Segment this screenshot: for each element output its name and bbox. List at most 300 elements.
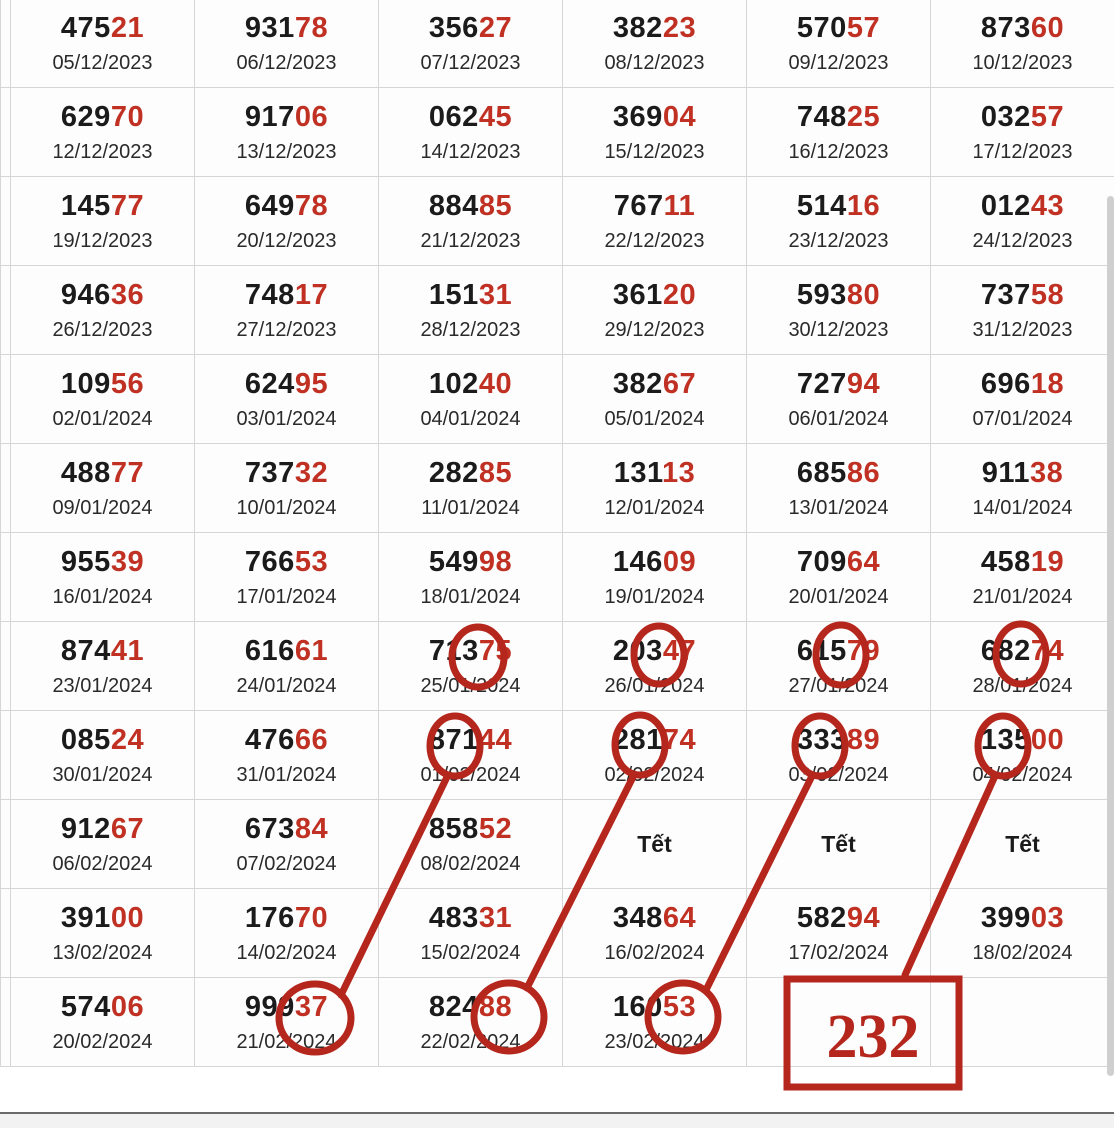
result-date: 19/01/2024: [563, 584, 746, 611]
result-cell[interactable]: [931, 266, 1114, 355]
result-number-head: 012: [981, 190, 1031, 222]
result-number-tail: 58: [1031, 279, 1064, 311]
result-number-head: 570: [797, 12, 847, 44]
result-date: 31/12/2023: [931, 317, 1114, 344]
result-number-head: 917: [245, 101, 295, 133]
result-number-tail: 11: [664, 190, 696, 222]
result-cell[interactable]: [379, 355, 563, 444]
result-number-tail: 18: [1031, 368, 1064, 400]
result-number: [931, 458, 1114, 490]
result-number: [379, 280, 562, 312]
result-number-head: 348: [613, 902, 663, 934]
table-row: [1, 711, 1114, 800]
result-date: 17/02/2024: [747, 940, 930, 967]
result-date: 21/12/2023: [379, 228, 562, 255]
result-number-head: 682: [981, 635, 1031, 667]
table-row: [1, 444, 1114, 533]
result-cell[interactable]: [195, 266, 379, 355]
result-cell[interactable]: [11, 622, 195, 711]
result-date: 22/02/2024: [379, 1029, 562, 1056]
result-cell[interactable]: [747, 444, 931, 533]
table-row: [1, 266, 1114, 355]
result-number: [195, 191, 378, 223]
result-number-tail: 57: [1031, 101, 1064, 133]
result-date: 05/12/2023: [11, 50, 194, 77]
result-number-head: 727: [797, 368, 847, 400]
result-number: [747, 725, 930, 757]
table-row: [1, 800, 1114, 889]
result-number: [379, 992, 562, 1024]
result-date: 21/01/2024: [931, 584, 1114, 611]
result-number-head: 593: [797, 279, 847, 311]
result-number: [195, 903, 378, 935]
table-row: [1, 177, 1114, 266]
result-number: [11, 636, 194, 668]
result-number-head: 109: [61, 368, 111, 400]
result-cell[interactable]: [931, 444, 1114, 533]
result-number: [931, 102, 1114, 134]
result-date: 21/02/2024: [195, 1029, 378, 1056]
result-cell[interactable]: [747, 0, 931, 88]
result-number: [195, 992, 378, 1024]
table-row: [1, 0, 1114, 88]
result-cell[interactable]: [563, 266, 747, 355]
result-date: 22/12/2023: [563, 228, 746, 255]
result-cell[interactable]: [379, 711, 563, 800]
result-number-tail: 74: [1031, 635, 1064, 667]
result-number: [563, 191, 746, 223]
row-gutter: [1, 889, 11, 978]
result-number: [747, 191, 930, 223]
result-number-tail: 06: [111, 991, 144, 1023]
result-date: 12/01/2024: [563, 495, 746, 522]
result-number-tail: 78: [295, 12, 328, 44]
result-number-tail: 60: [1031, 12, 1064, 44]
result-date: 23/02/2024: [563, 1029, 746, 1056]
result-cell[interactable]: [563, 711, 747, 800]
result-cell[interactable]: [563, 978, 747, 1067]
result-number-tail: 25: [847, 101, 880, 133]
result-cell[interactable]: [379, 533, 563, 622]
result-cell[interactable]: [195, 622, 379, 711]
result-number-tail: 36: [111, 279, 144, 311]
result-number-tail: 67: [111, 813, 144, 845]
result-number-head: 574: [61, 991, 111, 1023]
result-date: 06/02/2024: [11, 851, 194, 878]
result-number: [931, 369, 1114, 401]
result-date: 05/01/2024: [563, 406, 746, 433]
result-cell[interactable]: [379, 889, 563, 978]
result-number-tail: 79: [847, 635, 880, 667]
result-number: [195, 458, 378, 490]
result-number-head: 748: [245, 279, 295, 311]
row-gutter: [1, 177, 11, 266]
result-number-tail: 64: [847, 546, 880, 578]
result-date: 16/02/2024: [563, 940, 746, 967]
result-number-head: 458: [981, 546, 1031, 578]
result-cell[interactable]: [195, 355, 379, 444]
result-number: [931, 13, 1114, 45]
result-number-head: 911: [982, 457, 1030, 489]
result-number: [563, 725, 746, 757]
result-cell[interactable]: [195, 711, 379, 800]
result-number-head: 549: [429, 546, 479, 578]
results-table-body: [1, 0, 1114, 1067]
result-number-head: 062: [429, 101, 479, 133]
result-cell[interactable]: [11, 0, 195, 88]
result-cell[interactable]: [931, 177, 1114, 266]
table-row: [1, 533, 1114, 622]
result-date: 10/01/2024: [195, 495, 378, 522]
result-number: [195, 725, 378, 757]
result-cell[interactable]: [11, 800, 195, 889]
result-number-head: 146: [613, 546, 663, 578]
result-cell[interactable]: [195, 800, 379, 889]
result-date: 03/01/2024: [195, 406, 378, 433]
result-date: 18/01/2024: [379, 584, 562, 611]
result-date: 20/01/2024: [747, 584, 930, 611]
result-cell[interactable]: [195, 978, 379, 1067]
result-number: [11, 13, 194, 45]
result-number: [379, 458, 562, 490]
result-cell[interactable]: [11, 266, 195, 355]
result-number: [195, 13, 378, 45]
result-number-head: 931: [245, 12, 295, 44]
result-number: [195, 280, 378, 312]
result-number-tail: 84: [295, 813, 328, 845]
result-number: [11, 458, 194, 490]
result-number-tail: 53: [295, 546, 328, 578]
row-gutter: [1, 88, 11, 177]
result-cell[interactable]: [563, 889, 747, 978]
result-cell[interactable]: [931, 889, 1114, 978]
result-number-tail: 24: [111, 724, 144, 756]
result-number-head: 871: [429, 724, 479, 756]
result-number-head: 858: [429, 813, 479, 845]
result-number-head: 615: [797, 635, 847, 667]
result-date: 07/01/2024: [931, 406, 1114, 433]
result-date: 14/02/2024: [195, 940, 378, 967]
result-cell[interactable]: [195, 444, 379, 533]
result-cell[interactable]: [11, 177, 195, 266]
result-cell[interactable]: [379, 444, 563, 533]
result-number-tail: 77: [111, 457, 144, 489]
result-cell[interactable]: [563, 444, 747, 533]
result-number-tail: 52: [479, 813, 512, 845]
result-number-tail: 17: [295, 279, 328, 311]
result-cell[interactable]: [931, 88, 1114, 177]
result-cell[interactable]: [379, 266, 563, 355]
result-number-head: 131: [614, 457, 662, 489]
table-row: [1, 978, 1114, 1067]
result-date: 13/01/2024: [747, 495, 930, 522]
result-number-head: 616: [245, 635, 295, 667]
result-number-tail: 44: [479, 724, 512, 756]
result-cell[interactable]: [931, 533, 1114, 622]
result-cell[interactable]: [747, 88, 931, 177]
result-cell[interactable]: [195, 533, 379, 622]
result-cell[interactable]: [195, 177, 379, 266]
result-number-head: 382: [613, 12, 663, 44]
result-number-tail: 04: [663, 101, 696, 133]
result-number: [379, 191, 562, 223]
result-number-head: 514: [797, 190, 847, 222]
result-cell[interactable]: [931, 978, 1114, 1067]
result-number-tail: 31: [479, 279, 512, 311]
result-number-head: 135: [981, 724, 1031, 756]
result-cell[interactable]: [563, 177, 747, 266]
result-number-head: 483: [429, 902, 479, 934]
result-number: [931, 547, 1114, 579]
result-cell[interactable]: [195, 889, 379, 978]
result-number: [195, 369, 378, 401]
result-number: [747, 458, 930, 490]
result-number: [747, 547, 930, 579]
result-date: 18/02/2024: [931, 940, 1114, 967]
result-number-head: 737: [245, 457, 295, 489]
result-date: 14/01/2024: [931, 495, 1114, 522]
result-cell[interactable]: [11, 889, 195, 978]
result-cell[interactable]: [11, 978, 195, 1067]
result-number: [563, 369, 746, 401]
result-number-head: 488: [61, 457, 111, 489]
result-number-tail: 06: [295, 101, 328, 133]
result-number-tail: 31: [479, 902, 512, 934]
result-date: 27/12/2023: [195, 317, 378, 344]
result-number: [747, 280, 930, 312]
result-number-tail: 98: [479, 546, 512, 578]
result-number-tail: 41: [111, 635, 144, 667]
result-date: 03/02/2024: [747, 762, 930, 789]
result-number-tail: 78: [295, 190, 328, 222]
result-number-head: 399: [981, 902, 1031, 934]
row-gutter: [1, 444, 11, 533]
result-number-head: 946: [61, 279, 111, 311]
result-number-head: 476: [245, 724, 295, 756]
tet-label: Tết: [931, 831, 1114, 858]
result-number-tail: 85: [479, 190, 512, 222]
row-gutter: [1, 0, 11, 88]
annotation-number: 232: [827, 1003, 920, 1071]
result-number-tail: 16: [847, 190, 880, 222]
result-number: [563, 903, 746, 935]
result-cell[interactable]: [11, 444, 195, 533]
result-date: 01/02/2024: [379, 762, 562, 789]
result-cell[interactable]: [931, 711, 1114, 800]
result-cell[interactable]: [11, 711, 195, 800]
result-date: 23/01/2024: [11, 673, 194, 700]
result-number-tail: 38: [1030, 457, 1063, 489]
result-number-tail: 95: [295, 368, 328, 400]
result-number-tail: 56: [111, 368, 144, 400]
result-cell[interactable]: [379, 0, 563, 88]
result-number: [195, 636, 378, 668]
result-date: 28/01/2024: [931, 673, 1114, 700]
result-cell[interactable]: [563, 800, 747, 889]
result-number-head: 999: [245, 991, 295, 1023]
result-number: [747, 369, 930, 401]
row-gutter: [1, 533, 11, 622]
result-cell[interactable]: [931, 800, 1114, 889]
row-gutter: [1, 800, 11, 889]
result-date: 25/01/2024: [379, 673, 562, 700]
result-number-head: 475: [61, 12, 111, 44]
result-number: [11, 903, 194, 935]
result-date: 31/01/2024: [195, 762, 378, 789]
result-cell[interactable]: [747, 800, 931, 889]
result-number-head: 085: [61, 724, 111, 756]
result-number: [379, 13, 562, 45]
result-cell[interactable]: [563, 88, 747, 177]
result-date: 06/12/2023: [195, 50, 378, 77]
result-number-tail: 75: [479, 635, 512, 667]
result-number-head: 361: [613, 279, 663, 311]
result-cell[interactable]: [747, 889, 931, 978]
result-cell[interactable]: [747, 978, 931, 1067]
result-cell[interactable]: [563, 533, 747, 622]
result-number-head: 709: [797, 546, 847, 578]
result-number-head: 176: [245, 902, 295, 934]
result-number-head: 766: [245, 546, 295, 578]
result-number-head: 333: [797, 724, 847, 756]
result-number: [379, 725, 562, 757]
result-number-head: 748: [797, 101, 847, 133]
result-number: [379, 636, 562, 668]
result-number-tail: 94: [847, 902, 880, 934]
result-number: [11, 814, 194, 846]
result-number: [747, 13, 930, 45]
row-gutter: [1, 978, 11, 1067]
result-cell[interactable]: [563, 622, 747, 711]
result-cell[interactable]: [379, 978, 563, 1067]
result-date: 08/02/2024: [379, 851, 562, 878]
result-number: [379, 102, 562, 134]
result-number: [11, 102, 194, 134]
result-cell[interactable]: [931, 355, 1114, 444]
result-number-tail: 66: [295, 724, 328, 756]
result-number-head: 696: [981, 368, 1031, 400]
result-number-tail: 13: [662, 457, 695, 489]
result-date: 20/02/2024: [11, 1029, 194, 1056]
result-number: [11, 280, 194, 312]
result-cell[interactable]: [931, 622, 1114, 711]
result-date: 26/01/2024: [563, 673, 746, 700]
result-number: [379, 369, 562, 401]
result-number-tail: 00: [1031, 724, 1064, 756]
result-cell[interactable]: [11, 533, 195, 622]
result-date: 07/12/2023: [379, 50, 562, 77]
result-cell[interactable]: [747, 177, 931, 266]
result-number: [195, 547, 378, 579]
result-number: [563, 547, 746, 579]
result-date: 11/01/2024: [379, 495, 562, 522]
result-cell[interactable]: [379, 622, 563, 711]
tet-label: Tết: [563, 831, 746, 858]
result-date: 19/12/2023: [11, 228, 194, 255]
result-number-tail: 70: [111, 101, 144, 133]
result-number-tail: 53: [663, 991, 696, 1023]
result-number-head: 032: [981, 101, 1031, 133]
result-cell[interactable]: [379, 177, 563, 266]
result-date: 20/12/2023: [195, 228, 378, 255]
result-cell[interactable]: [11, 355, 195, 444]
result-number: [195, 102, 378, 134]
result-cell[interactable]: [11, 88, 195, 177]
row-gutter: [1, 622, 11, 711]
result-number: [563, 13, 746, 45]
result-number: [195, 814, 378, 846]
result-cell[interactable]: [747, 622, 931, 711]
result-number-tail: 43: [1031, 190, 1064, 222]
result-number-head: 145: [61, 190, 111, 222]
result-number: [747, 636, 930, 668]
result-number-tail: 47: [663, 635, 696, 667]
result-date: 30/12/2023: [747, 317, 930, 344]
result-number-tail: 80: [847, 279, 880, 311]
result-date: 23/12/2023: [747, 228, 930, 255]
result-number-tail: 86: [847, 457, 880, 489]
result-number-tail: 00: [111, 902, 144, 934]
result-number-head: 737: [981, 279, 1031, 311]
result-number-head: 281: [613, 724, 663, 756]
result-number-head: 582: [797, 902, 847, 934]
result-number-tail: 20: [663, 279, 696, 311]
result-number-head: 673: [245, 813, 295, 845]
result-date: 14/12/2023: [379, 139, 562, 166]
result-number-tail: 70: [295, 902, 328, 934]
result-cell[interactable]: [747, 533, 931, 622]
result-number-tail: 09: [663, 546, 696, 578]
result-date: 29/12/2023: [563, 317, 746, 344]
result-number-tail: 57: [847, 12, 880, 44]
result-number-head: 382: [613, 368, 663, 400]
result-cell[interactable]: [379, 88, 563, 177]
result-number-tail: 39: [111, 546, 144, 578]
result-number-tail: 40: [479, 368, 512, 400]
result-number-head: 873: [981, 12, 1031, 44]
result-number: [563, 102, 746, 134]
result-cell[interactable]: [563, 0, 747, 88]
result-date: 06/01/2024: [747, 406, 930, 433]
result-date: 17/12/2023: [931, 139, 1114, 166]
result-date: 13/12/2023: [195, 139, 378, 166]
result-cell[interactable]: [747, 266, 931, 355]
result-number-tail: 89: [847, 724, 880, 756]
result-number-head: 102: [429, 368, 479, 400]
result-number: [563, 992, 746, 1024]
result-cell[interactable]: [931, 0, 1114, 88]
result-cell[interactable]: [747, 355, 931, 444]
result-number-tail: 64: [663, 902, 696, 934]
result-cell[interactable]: [195, 0, 379, 88]
result-number-tail: 88: [479, 991, 512, 1023]
result-cell[interactable]: [195, 88, 379, 177]
result-cell[interactable]: [747, 711, 931, 800]
table-row: [1, 622, 1114, 711]
result-cell[interactable]: [379, 800, 563, 889]
result-number-tail: 45: [479, 101, 512, 133]
result-number-head: 955: [61, 546, 111, 578]
result-date: 02/02/2024: [563, 762, 746, 789]
result-number-head: 160: [613, 991, 663, 1023]
result-number: [747, 102, 930, 134]
result-number: [931, 280, 1114, 312]
result-number-head: 151: [429, 279, 479, 311]
result-cell[interactable]: [563, 355, 747, 444]
vertical-scrollbar[interactable]: [1107, 196, 1114, 1076]
result-number: [563, 636, 746, 668]
result-number-tail: 77: [111, 190, 144, 222]
